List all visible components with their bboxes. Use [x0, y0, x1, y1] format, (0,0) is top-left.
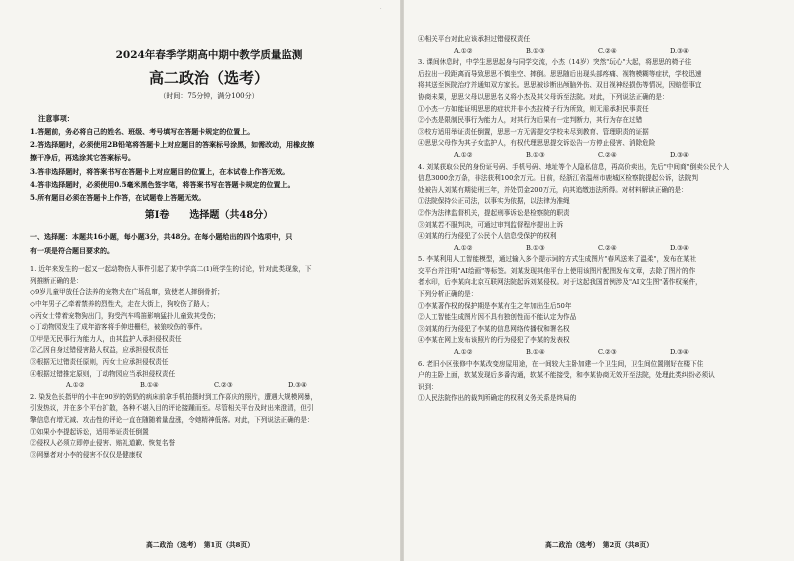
q4-stem: 4. 刘某获取公民的身份证号码、手机号码、地址等个人隐私信息，再高价卖出，先后"中间商"倒卖公民个人 [418, 162, 730, 171]
q1-choice-d[interactable]: D.③④ [288, 381, 307, 390]
q2-stem-cont-2: 擎信息有增无减、攻击性的评论一直在随随着量盘涨，令她精神低落。对此，下列说法正确的是： [30, 415, 314, 424]
q1-choice-c[interactable]: C.②③ [214, 381, 233, 390]
q1-item-2: ◇中年男子乙牵着禁养的烈性犬，走在大街上，狗咬伤了路人； [30, 300, 214, 308]
q4-choices [418, 243, 782, 255]
q2-option-3: ③网暴者对小李的侵害不仅仅是健康权 [30, 450, 143, 459]
q1-choice-b[interactable]: B.①④ [140, 381, 159, 390]
page-2 [404, 0, 794, 561]
exam-title: 2024年春季学期高中期中教学质量监测 [115, 49, 303, 61]
time-info: （时间：75分钟，满分100分） [159, 92, 259, 100]
q1-choice-a[interactable]: A.①② [66, 381, 85, 390]
q6-stem-cont-1: 户的主卧上面，软某发现后多番沟通，软某不能接受，和李某协商无效开至法院，处理此类纠纷必须认 [418, 371, 715, 380]
q5-choice-b[interactable]: B.①④ [526, 348, 545, 357]
q1-item-4: ◇丁动物园发生了成年游客将手伸进栅栏，被狼咬伤的事件。 [30, 323, 207, 332]
q5-stem-cont-3: 下列分析正确的是： [418, 290, 478, 299]
q4-option-4: ④刘某的行为侵犯了公民个人信息受保护的权利 [418, 232, 557, 241]
q2-stem: 2. 染发色长指甲的小丰在90岁的奶奶的病床前拿手机拍摄时到工作喜庆的照片，遭遇大规模网暴， [30, 392, 318, 401]
q3-option-1: ①小杰一方如能证明思思的症状并非小杰拉椅子行为所致，则无需承担民事责任 [418, 104, 649, 113]
q5-option-3: ③刘某的行为侵犯了李某的信息网络传播权和署名权 [418, 324, 570, 333]
q5-option-4: ④李某在网上发布该照片的行为侵犯了李某的发表权 [418, 336, 570, 345]
q1-option-4: ④根据过错推定原则，丁动物园应当承担侵权责任 [30, 369, 176, 378]
q4-choice-b[interactable]: B.①③ [526, 243, 545, 252]
q4-stem-cont-2: 处被告人刘某有期徒刑三年，并处罚金200万元，向其追缴违法所得。对材料解读正确的是： [418, 185, 688, 194]
q4-choice-a[interactable]: A.①② [454, 243, 473, 252]
q3-stem-cont-3: 协商未果，思思父母以思思名义将小杰及其父母诉至法院。对此，下列说法正确的是： [418, 92, 669, 101]
note-2-cont: 擦干净后，再选涂其它答案标号。 [30, 153, 135, 163]
q3-stem: 3. 课间休息时，中学生思思起身与同学交流，小杰（14岁）突然"玩心"大起，将思思的椅子往 [418, 58, 692, 67]
q5-stem: 5. 李某利用人工智能模型，通过输入多个提示词的方式生成图片"春风送来了温柔"，发布在某社 [418, 255, 697, 264]
page-footer-2: 高二政治（选考） 第2页（共8页） [544, 541, 653, 549]
q4-option-1: ①法院保持公正司法，以事实为依据，以法律为准绳 [418, 197, 570, 206]
note-1: 1.答题前，务必将自己的姓名、班级、考号填写在答题卡规定的位置上。 [30, 127, 255, 136]
q3-stem-cont-1: 后拉出一段距离而导致思思不慎坐空、摔倒。思思随后出现头部疼痛、视物模糊等症状，学校迅速 [418, 69, 702, 78]
q3-stem-cont-2: 将其送至医院治疗并通知双方家长。思思被诊断出颅脑外伤、双目视神经损伤等情况，因赔偿事宜 [418, 81, 702, 90]
q5-choice-d[interactable]: D.③④ [670, 348, 689, 357]
q5-choices [418, 347, 782, 359]
q1-stem: 1. 近年来发生的一起又一起动物伤人事件引起了某中学高二(1)班学生的讨论，针对此类现象，下 [30, 265, 312, 274]
q4-option-2: ②作为法律监督机关，提起刑事诉讼是检察院的职责 [418, 208, 570, 217]
q1-option-2: ②乙因自身过错侵害路人权益，应承担侵权责任 [30, 346, 169, 355]
q2-choice-c[interactable]: C.②④ [598, 46, 617, 55]
q2-option-1: ①如果小李提起诉讼，适用举证责任倒置 [30, 427, 149, 436]
q1-item-1: ◇9岁儿童甲放任合法养的宠物犬在广场乱窜，致使老人摔倒骨折； [30, 288, 224, 297]
q3-choice-a[interactable]: A.①② [454, 150, 473, 159]
q2-choice-b[interactable]: B.①③ [526, 46, 545, 55]
section-heading-cont: 有一项是符合题目要求的。 [30, 246, 114, 256]
q6-stem: 6. 老旧小区张修中李某改变房屋用途，在一间较大主卧加建一个卫生间，卫生间位置刚好在楼下住 [418, 359, 704, 368]
q5-stem-cont-1: 交平台并注明"AI绘画"等标签。刘某发现其他平台上使用该图片配图发布文章，去除了图片的作 [418, 266, 696, 275]
q2-choice-d[interactable]: D.③④ [670, 46, 689, 55]
note-3: 3.答非选择题时，将答案书写在答题卡上对应题目的位置上，在本试卷上作答无效。 [30, 166, 290, 176]
q4-stem-cont-1: 信息3000余万条，非法获利100余万元。日前，经浙江省温州市鹿城区检察院提起公诉，法院判 [418, 174, 698, 183]
q6-stem-cont-2: 识到： [418, 382, 438, 391]
q3-choices [418, 150, 782, 162]
q4-choice-d[interactable]: D.③④ [670, 243, 689, 252]
q3-choice-b[interactable]: B.①③ [526, 150, 545, 159]
q5-choice-a[interactable]: A.①② [454, 348, 473, 357]
subject-title: 高二政治（选考） [148, 69, 269, 87]
q5-option-2: ②人工智能生成图片因不具有独创性而不能认定为作品 [418, 313, 577, 322]
notes-title: 注意事项： [38, 114, 74, 123]
q1-choices [30, 380, 388, 392]
q6-option-1: ①人民法院作出的裁判所确定的权利义务关系是终局的 [418, 394, 577, 403]
note-5: 5.所有题目必须在答题卡上作答，在试题卷上答题无效。 [30, 193, 206, 203]
q3-choice-d[interactable]: D.③④ [670, 150, 689, 159]
part-title: 第Ⅰ卷 选择题（共48分） [144, 210, 274, 222]
q2-option-2: ②侵权人必须立即停止侵害、赔礼道歉、恢复名誉 [30, 439, 176, 448]
q4-choice-c[interactable]: C.②④ [598, 243, 617, 252]
note-2: 2.答选择题时，必须使用2B铅笔将答题卡上对应题目的答案标号涂黑，如需改动，用橡皮擦 [30, 140, 315, 150]
q3-option-2: ②小杰是限制民事行为能力人，对其行为后果有一定判断力，其行为存在过错 [418, 116, 643, 125]
q1-stem-cont: 列推断正确的是： [30, 276, 83, 285]
q2-choices [418, 46, 782, 58]
q2-choice-a[interactable]: A.①② [454, 46, 473, 55]
section-heading: 一、选择题：本题共16小题，每小题3分，共48分。在每小题给出的四个选项中，只 [30, 232, 293, 242]
q3-choice-c[interactable]: C.②④ [598, 150, 617, 159]
q5-option-1: ①李某著作权的保护期是李某有生之年加出生后50年 [418, 301, 572, 310]
q4-option-3: ③刘某若不服判决，可通过审判监督程序提出上诉 [418, 220, 564, 229]
q3-option-4: ④思思父母作为其子女监护人，有权代理思思提交诉讼告一方停止侵害、消除危险 [418, 139, 656, 148]
q1-option-3: ③根据无过错责任原则，丙女士应承担侵权责任 [30, 357, 169, 366]
note-4: 4.答非选择题时，必须使用0.5毫米黑色签字笔，将答案书写在答题卡规定的位置上。 [30, 179, 295, 189]
q3-option-3: ③校方适用举证责任倒置，思思一方无需提交学校未尽到教育、管理职责的证据 [418, 127, 649, 136]
corner-mark: · [380, 6, 382, 12]
q1-item-3: ◇丙女士带着宠物狗出门，狗受汽车鸣笛影响猛扑儿童致其受伤； [30, 311, 220, 320]
q2-option-4: ④相关平台对此应该承担过错侵权责任 [418, 35, 531, 43]
q5-stem-cont-2: 者水印，后李某向北京互联网法院起诉刘某侵权。对于这起我国首例涉及"AI文生图"著作权案件， [418, 278, 702, 287]
page-footer-1: 高二政治（选考） 第1页（共8页） [145, 541, 254, 549]
q5-choice-c[interactable]: C.②③ [598, 348, 617, 357]
q1-option-1: ①甲是无民事行为能力人，由其监护人承担侵权责任 [30, 334, 182, 343]
q2-stem-cont-1: 引发热议，并在多个平台扩散，各种不堪入目的评论接踵而至。尽管相关平台及时出来澄清，但引 [30, 404, 314, 413]
